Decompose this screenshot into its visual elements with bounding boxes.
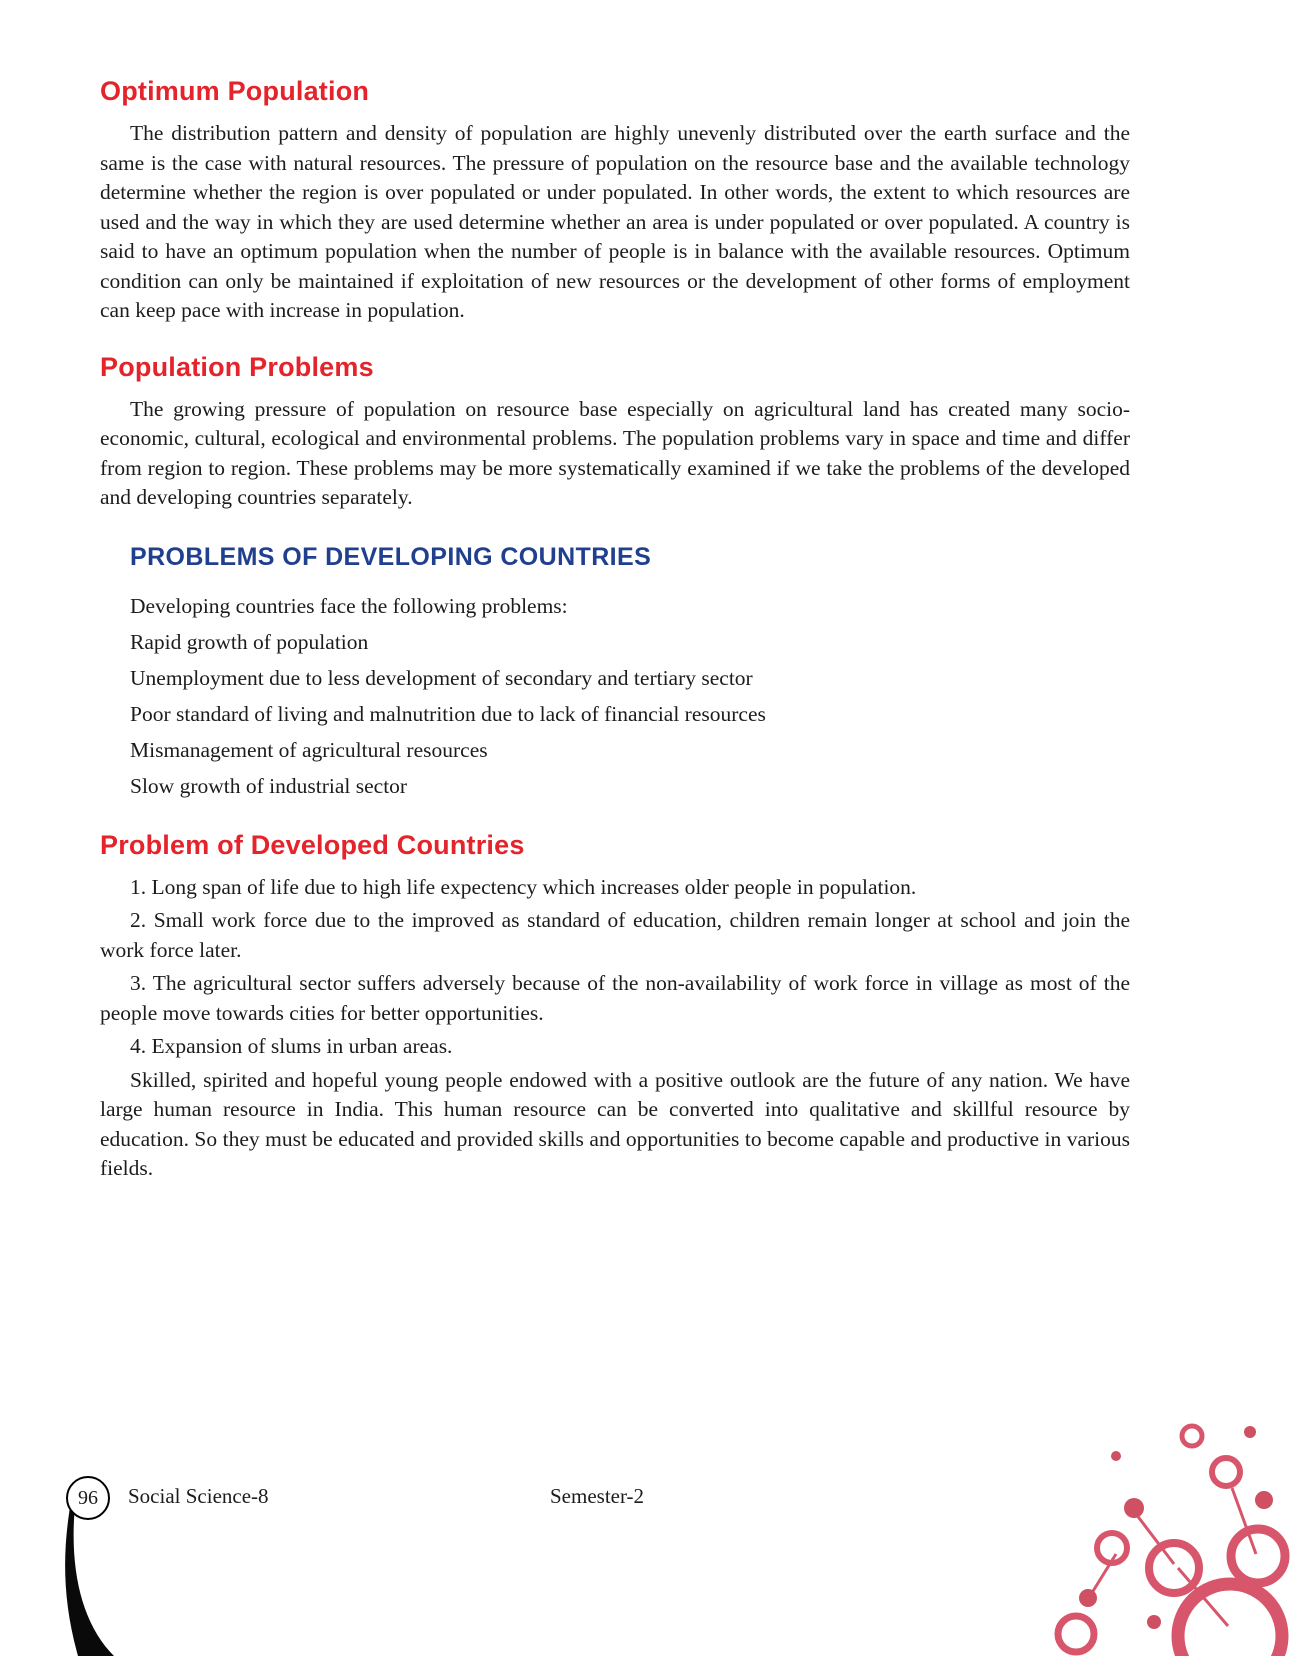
numbered-paragraph: 4. Expansion of slums in urban areas.	[130, 1034, 453, 1058]
list-item: Poor standard of living and malnutrition due to lack of financial resources	[130, 701, 766, 726]
numbered-paragraph: 1. Long span of life due to high life expectency which increases older people in population.	[130, 874, 917, 899]
paragraph-conclusion: Skilled, spirited and hopeful young people endowed with a positive outlook are the future of any nation. We have large human resource in India. This human resource can be converted into qualitative and skillful resource by education. So they must be educated and provided skills and opportunities to become capable and productive in various fields.	[100, 1067, 1130, 1180]
footer-book-title: Social Science-8	[128, 1484, 269, 1508]
numbered-paragraph: 2. Small work force due to the improved as standard of education, children remain longer at school and join the work force later.	[100, 908, 1130, 962]
paragraph-optimum-population: The distribution pattern and density of population are highly unevenly distributed over the earth surface and the same is the case with natural resources. The pressure of population on the resource base and the available technology determine whether the region is over populated or under populated. In other words, the extent to which resources are used and the way in which they are used determine whether an area is under populated or over populated. A country is said to have an optimum population when the number of people is in balance with the available resources. Optimum condition can only be maintained if exploitation of new resources or the development of other forms of employment can keep pace with increase in population.	[100, 121, 1130, 322]
list-item: Slow growth of industrial sector	[130, 773, 408, 798]
paragraph-population-problems: The growing pressure of population on resource base especially on agricultural land has created many socio-economic, cultural, ecological and environmental problems. The population problems vary in space and time and differ from region to region. These problems may be more systematically examined if we take the problems of the developed and developing countries separately.	[100, 396, 1130, 509]
section-heading-optimum-population: Optimum Population	[100, 76, 370, 106]
page-number: 96	[78, 1486, 98, 1509]
list-item: Rapid growth of population	[130, 629, 369, 654]
developing-countries-list	[100, 588, 1130, 804]
list-item: Mismanagement of agricultural resources	[130, 737, 488, 762]
list-item: Unemployment due to less development of secondary and tertiary sector	[130, 665, 753, 690]
page-content	[100, 76, 1130, 1188]
footer-semester: Semester-2	[550, 1484, 645, 1508]
subheading-problems-developing-countries: PROBLEMS OF DEVELOPING COUNTRIES	[130, 542, 652, 571]
list-item: Developing countries face the following problems:	[130, 593, 568, 618]
numbered-paragraph: 3. The agricultural sector suffers adversely because of the non-availability of work force in village as most of the people move towards cities for better opportunities.	[100, 971, 1130, 1025]
section-heading-developed-countries: Problem of Developed Countries	[100, 829, 525, 860]
decorative-circles-graphic	[1006, 1396, 1296, 1656]
section-heading-population-problems: Population Problems	[100, 351, 374, 382]
page-number-badge	[66, 1476, 110, 1520]
